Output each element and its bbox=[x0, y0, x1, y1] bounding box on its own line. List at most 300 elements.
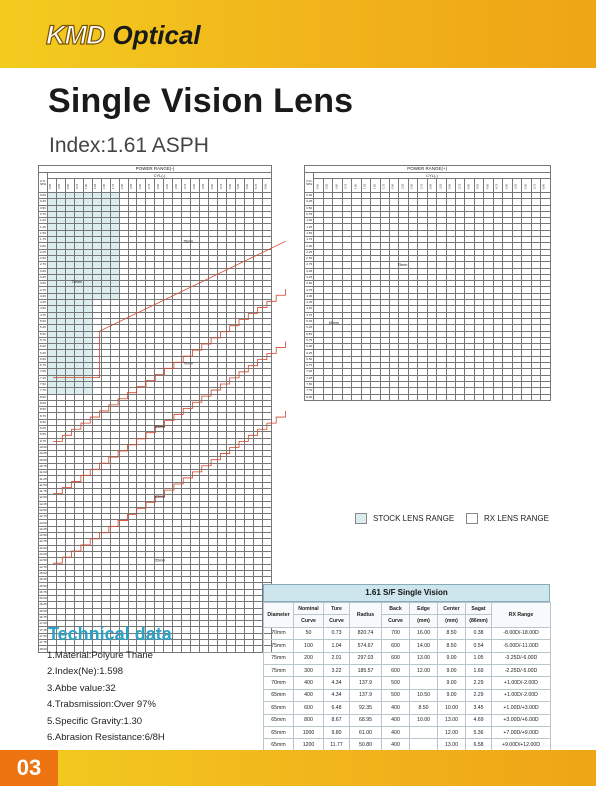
sph-value: 0.00 bbox=[40, 193, 46, 198]
sph-value: 1.75 bbox=[306, 237, 313, 242]
cyl-value: 4.50 bbox=[484, 179, 493, 193]
table-row bbox=[264, 640, 551, 652]
col-radius: Radius bbox=[350, 603, 382, 628]
sph-value: 5.75 bbox=[40, 337, 46, 342]
sph-value: 1.75 bbox=[40, 237, 46, 242]
sph-value: 9.50 bbox=[40, 432, 46, 437]
sph-value: 8.00 bbox=[40, 394, 46, 399]
table-cell: 75mm bbox=[264, 664, 294, 676]
table-row bbox=[264, 714, 551, 726]
sph-value: 8.50 bbox=[40, 407, 46, 412]
grid-cell bbox=[200, 646, 209, 652]
grid-cell bbox=[418, 394, 427, 400]
table-cell: 1.04 bbox=[324, 640, 350, 652]
cyl-value: 1.00 bbox=[352, 179, 361, 193]
table-cell: 12.00 bbox=[438, 726, 466, 738]
sph-value: 15.25 bbox=[39, 577, 47, 582]
sph-value: 1.50 bbox=[40, 230, 46, 235]
sph-value: 10.25 bbox=[39, 451, 47, 456]
sph-value: 0.50 bbox=[306, 205, 313, 210]
cyl-value: 5.25 bbox=[512, 179, 521, 193]
col-edge-unit: (mm) bbox=[410, 615, 438, 627]
sph-value: 4.75 bbox=[306, 312, 313, 317]
table-cell: 820.74 bbox=[350, 627, 382, 639]
col-back: Back bbox=[382, 603, 410, 615]
table-cell: 297.03 bbox=[350, 652, 382, 664]
sph-value: 16.50 bbox=[39, 608, 47, 613]
sph-value: 12.00 bbox=[39, 495, 47, 500]
table-cell: 9.00 bbox=[438, 664, 466, 676]
cyl-value: 3.25 bbox=[437, 179, 446, 193]
sph-value: 1.25 bbox=[306, 224, 313, 229]
table-cell: 4.34 bbox=[324, 689, 350, 701]
sph-value: 7.75 bbox=[306, 388, 313, 393]
sph-value: 5.50 bbox=[40, 331, 46, 336]
cyl-value: 4.25 bbox=[200, 179, 209, 193]
col-diameter: Diameter bbox=[264, 603, 294, 628]
table-cell: 50 bbox=[294, 627, 324, 639]
sph-value: 8.75 bbox=[40, 413, 46, 418]
cyl-value: 3.75 bbox=[456, 179, 465, 193]
table-cell: 600 bbox=[382, 640, 410, 652]
sph-value: 15.00 bbox=[39, 570, 47, 575]
table-cell: 600 bbox=[382, 652, 410, 664]
cyl-value: 5.50 bbox=[522, 179, 531, 193]
table-cell: 0.54 bbox=[466, 640, 492, 652]
sph-value: 0.75 bbox=[40, 212, 46, 217]
rx-swatch bbox=[466, 513, 478, 524]
sph-value: 4.50 bbox=[40, 306, 46, 311]
grid-cell bbox=[244, 646, 253, 652]
grid-cell bbox=[227, 646, 236, 652]
cyl-value: 4.75 bbox=[218, 179, 227, 193]
table-cell: 300 bbox=[294, 664, 324, 676]
sph-value: 6.25 bbox=[306, 350, 313, 355]
cyl-value: 6.00 bbox=[540, 179, 550, 193]
table-cell: 137.9 bbox=[350, 677, 382, 689]
table-cell: 8.50 bbox=[410, 702, 438, 714]
chart-title-row bbox=[305, 166, 551, 173]
table-cell: 574.67 bbox=[350, 640, 382, 652]
page-title: Single Vision Lens bbox=[48, 82, 354, 120]
table-cell: 65mm bbox=[264, 714, 294, 726]
table-cell: 70mm bbox=[264, 627, 294, 639]
table-cell: 12.00 bbox=[410, 664, 438, 676]
cyl-value: 4.00 bbox=[465, 179, 474, 193]
cyl-value: 5.75 bbox=[531, 179, 540, 193]
grid-cell bbox=[399, 394, 408, 400]
cyl-value: 2.75 bbox=[146, 179, 155, 193]
table-cell: 13.00 bbox=[410, 652, 438, 664]
cyl-value: 0.25 bbox=[323, 179, 332, 193]
power-range-label: POWER RANGE(+) bbox=[305, 166, 551, 173]
table-cell: -8.00D/-18.00D bbox=[492, 627, 551, 639]
sph-value: 0.25 bbox=[306, 199, 313, 204]
sph-value: 6.25 bbox=[40, 350, 46, 355]
sph-value: 0.75 bbox=[306, 212, 313, 217]
chart-title-row bbox=[39, 166, 272, 173]
table-cell: 10.00 bbox=[438, 702, 466, 714]
minus-power-chart bbox=[38, 165, 272, 653]
col-rx-range: RX Range bbox=[492, 603, 551, 628]
grid-cell bbox=[484, 394, 493, 400]
grid-cell bbox=[173, 646, 182, 652]
grid-cell bbox=[182, 646, 191, 652]
col-back-unit: Curve bbox=[382, 615, 410, 627]
col-ture-unit: Curve bbox=[324, 615, 350, 627]
sph-value: 5.00 bbox=[306, 319, 313, 324]
cyl-value: 3.25 bbox=[164, 179, 173, 193]
sph-value: 3.50 bbox=[306, 281, 313, 286]
cyl-value: 5.75 bbox=[253, 179, 262, 193]
legend-rx-label: RX LENS RANGE bbox=[484, 514, 549, 523]
sph-value: 6.00 bbox=[40, 344, 46, 349]
table-cell: 3.45 bbox=[466, 702, 492, 714]
cyl-value: 2.25 bbox=[399, 179, 408, 193]
sph-row bbox=[305, 394, 551, 400]
grid-cell bbox=[380, 394, 389, 400]
table-cell: 2.01 bbox=[324, 652, 350, 664]
sph-value: 13.75 bbox=[39, 539, 47, 544]
table-cell: 600 bbox=[294, 702, 324, 714]
table-cell: 13.00 bbox=[438, 739, 466, 751]
col-center-unit: (mm) bbox=[438, 615, 466, 627]
grid-cell bbox=[371, 394, 380, 400]
sph-value: 3.75 bbox=[40, 287, 46, 292]
cyl-axis-label: CYL(-) bbox=[47, 173, 271, 179]
table-cell: 200 bbox=[294, 652, 324, 664]
cyl-value: 1.50 bbox=[101, 179, 110, 193]
col-edge: Edge bbox=[410, 603, 438, 615]
grid-cell bbox=[456, 394, 465, 400]
cyl-value: 1.25 bbox=[361, 179, 370, 193]
cyl-value: 1.75 bbox=[380, 179, 389, 193]
grid-cell bbox=[333, 394, 342, 400]
sph-value: 15.75 bbox=[39, 589, 47, 594]
table-cell: 600 bbox=[382, 664, 410, 676]
sph-value: 14.00 bbox=[39, 545, 47, 550]
cyl-value: 1.25 bbox=[92, 179, 101, 193]
sf-single-vision-table bbox=[263, 584, 550, 752]
sph-value: 4.75 bbox=[40, 312, 46, 317]
sph-value: 7.25 bbox=[306, 375, 313, 380]
grid-cell bbox=[314, 394, 323, 400]
cyl-value: 5.50 bbox=[244, 179, 253, 193]
table-cell: 8.67 bbox=[324, 714, 350, 726]
table-cell: 1000 bbox=[294, 726, 324, 738]
grid-cell bbox=[361, 394, 370, 400]
sph-value: 9.75 bbox=[40, 438, 46, 443]
grid-cell bbox=[493, 394, 502, 400]
sph-value: 7.00 bbox=[40, 369, 46, 374]
cyl-value: 0.25 bbox=[56, 179, 65, 193]
table-cell: 13.00 bbox=[438, 714, 466, 726]
cyl-value: 2.25 bbox=[128, 179, 137, 193]
sph-value: 17.50 bbox=[39, 633, 47, 638]
tech-item: 5.Specific Gravity:1.30 bbox=[47, 715, 143, 727]
table-row bbox=[264, 664, 551, 676]
table-cell: 92.35 bbox=[350, 702, 382, 714]
table-cell: 400 bbox=[382, 726, 410, 738]
cyl-values-row bbox=[305, 179, 551, 193]
table-cell: 1.05 bbox=[466, 652, 492, 664]
table-cell: 75mm bbox=[264, 640, 294, 652]
table-cell: 500 bbox=[382, 677, 410, 689]
table-cell: 4.69 bbox=[466, 714, 492, 726]
table-cell: 2.29 bbox=[466, 677, 492, 689]
technical-data-list bbox=[47, 648, 165, 746]
sph-value: 13.25 bbox=[39, 526, 47, 531]
sph-value: 6.75 bbox=[40, 363, 46, 368]
cyl-value: 4.50 bbox=[209, 179, 218, 193]
table-cell: 1.69 bbox=[466, 664, 492, 676]
sph-value: 5.25 bbox=[306, 325, 313, 330]
sph-value: 12.25 bbox=[39, 501, 47, 506]
grid-cell bbox=[342, 394, 351, 400]
table-cell: 1200 bbox=[294, 739, 324, 751]
sph-value: 5.25 bbox=[40, 325, 46, 330]
brand-name: Optical bbox=[112, 19, 201, 50]
sph-value: 9.00 bbox=[40, 419, 46, 424]
table-cell: 9.00 bbox=[438, 689, 466, 701]
table-cell: 137.9 bbox=[350, 689, 382, 701]
cyl-value: 3.00 bbox=[155, 179, 164, 193]
sph-value: 5.75 bbox=[306, 337, 313, 342]
sph-value: 5.00 bbox=[40, 319, 46, 324]
table-cell bbox=[410, 677, 438, 689]
grid-cell bbox=[164, 646, 173, 652]
sph-value: 17.25 bbox=[39, 627, 47, 632]
col-center: Center bbox=[438, 603, 466, 615]
sph-value: 14.75 bbox=[39, 564, 47, 569]
sph-value: 2.50 bbox=[40, 256, 46, 261]
diameter-zone-label: 55mm bbox=[155, 558, 166, 563]
table-cell: 65mm bbox=[264, 726, 294, 738]
grid-cell bbox=[389, 394, 398, 400]
cyl-value: 5.25 bbox=[235, 179, 244, 193]
sph-value: 11.00 bbox=[39, 470, 47, 475]
sph-value: 6.00 bbox=[306, 344, 313, 349]
cyl-label-row bbox=[305, 173, 551, 179]
sph-value: 1.25 bbox=[40, 224, 46, 229]
sph-value: 7.50 bbox=[40, 382, 46, 387]
table-cell: 50.80 bbox=[350, 739, 382, 751]
cyl-value: 4.75 bbox=[493, 179, 502, 193]
cyl-value: 3.50 bbox=[446, 179, 455, 193]
table-cell: 185.57 bbox=[350, 664, 382, 676]
corner-label: CYL SPH bbox=[305, 173, 314, 193]
table-cell: -5.00D/-11.00D bbox=[492, 640, 551, 652]
sph-value: 10.50 bbox=[39, 457, 47, 462]
sph-value: 1.50 bbox=[306, 230, 313, 235]
table-cell: +1.00D/+3.00D bbox=[492, 702, 551, 714]
page-number: 03 bbox=[0, 750, 58, 786]
cyl-value: 6.00 bbox=[262, 179, 271, 193]
sph-value: 13.00 bbox=[39, 520, 47, 525]
table-cell: 61.00 bbox=[350, 726, 382, 738]
table-cell: -3.25D/-6.00D bbox=[492, 652, 551, 664]
table-cell: 0.73 bbox=[324, 627, 350, 639]
table-cell: +3.00D/+6.00D bbox=[492, 714, 551, 726]
table-cell: 68.95 bbox=[350, 714, 382, 726]
table-cell: 500 bbox=[382, 689, 410, 701]
grid-cell bbox=[191, 646, 200, 652]
sph-value: 0.00 bbox=[306, 193, 313, 198]
cyl-value: 2.00 bbox=[119, 179, 128, 193]
table-cell: 400 bbox=[382, 714, 410, 726]
table-cell: 5.36 bbox=[466, 726, 492, 738]
sph-value: 3.25 bbox=[40, 275, 46, 279]
table-cell: 9.80 bbox=[324, 726, 350, 738]
cyl-value: 1.50 bbox=[371, 179, 380, 193]
sph-value: 5.50 bbox=[306, 331, 313, 336]
table-row bbox=[264, 689, 551, 701]
grid-cell bbox=[427, 394, 436, 400]
cyl-values-row bbox=[39, 179, 272, 193]
cyl-value: 0.00 bbox=[47, 179, 56, 193]
grid-cell bbox=[512, 394, 521, 400]
cyl-value: 0.75 bbox=[74, 179, 83, 193]
table-row bbox=[264, 652, 551, 664]
table-cell: 9.00 bbox=[438, 652, 466, 664]
sph-value: 9.25 bbox=[40, 426, 46, 431]
table-row bbox=[264, 702, 551, 714]
table-cell: 10.00 bbox=[410, 714, 438, 726]
sph-value: 18.00 bbox=[39, 646, 47, 651]
cyl-value: 2.50 bbox=[408, 179, 417, 193]
diameter-zone-label: 75mm bbox=[397, 262, 408, 267]
grid-cell bbox=[503, 394, 512, 400]
sph-value: 7.75 bbox=[40, 388, 46, 393]
table-cell: 400 bbox=[382, 702, 410, 714]
table-cell: 3.22 bbox=[324, 664, 350, 676]
table-cell: 8.50 bbox=[438, 627, 466, 639]
corner-label: CYL SPH bbox=[39, 173, 48, 193]
sf-table bbox=[263, 602, 551, 752]
plus-power-chart bbox=[304, 165, 551, 401]
brand-logo bbox=[46, 19, 201, 51]
sph-value: 0.50 bbox=[40, 205, 46, 210]
sph-value: 17.75 bbox=[39, 640, 47, 645]
table-cell: 6.58 bbox=[466, 739, 492, 751]
table-cell: +9.00D/+12.00D bbox=[492, 739, 551, 751]
col-ture: Ture bbox=[324, 603, 350, 615]
tech-item: 3.Abbe value:32 bbox=[47, 682, 116, 694]
sf-table-title: 1.61 S/F Single Vision bbox=[263, 584, 550, 602]
sph-value: 4.00 bbox=[306, 293, 313, 298]
table-cell bbox=[410, 726, 438, 738]
table-cell: 65mm bbox=[264, 739, 294, 751]
power-range-label: POWER RANGE(-) bbox=[39, 166, 272, 173]
sph-value: 17.00 bbox=[39, 621, 47, 626]
table-row bbox=[264, 726, 551, 738]
sph-value: 11.75 bbox=[39, 489, 47, 494]
sph-value: 16.25 bbox=[39, 602, 47, 607]
sph-value: 2.75 bbox=[306, 262, 313, 267]
grid-cell bbox=[352, 394, 361, 400]
sph-value: 7.50 bbox=[306, 382, 313, 387]
col-nominal-unit: Curve bbox=[294, 615, 324, 627]
grid-cell bbox=[218, 646, 227, 652]
table-cell: 800 bbox=[294, 714, 324, 726]
diameter-zone-label: 65mm bbox=[155, 494, 166, 499]
tech-item: 6.Abrasion Resistance:6/8H bbox=[47, 732, 165, 744]
grid-cell bbox=[540, 394, 550, 400]
table-cell: 0.38 bbox=[466, 627, 492, 639]
logo-mark: KMD bbox=[46, 19, 105, 50]
table-cell: 400 bbox=[382, 739, 410, 751]
cyl-value: 1.75 bbox=[110, 179, 119, 193]
table-cell: 6.48 bbox=[324, 702, 350, 714]
grid-cell bbox=[531, 394, 540, 400]
cyl-value: 2.00 bbox=[389, 179, 398, 193]
grid-cell bbox=[474, 394, 483, 400]
sph-value: 12.75 bbox=[39, 514, 47, 519]
table-cell: 10.50 bbox=[410, 689, 438, 701]
grid-cell bbox=[437, 394, 446, 400]
sph-value: 3.00 bbox=[306, 268, 313, 273]
table-cell: 700 bbox=[382, 627, 410, 639]
sph-value: 13.50 bbox=[39, 533, 47, 538]
table-cell: +1.00D/-2.00D bbox=[492, 689, 551, 701]
sph-value: 1.00 bbox=[306, 218, 313, 223]
index-subtitle: Index:1.61 ASPH bbox=[49, 134, 209, 157]
table-cell: -2.25D/-5.00D bbox=[492, 664, 551, 676]
cyl-value: 4.25 bbox=[474, 179, 483, 193]
table-cell: 11.77 bbox=[324, 739, 350, 751]
col-sagat: Sagat bbox=[466, 603, 492, 615]
table-cell: 400 bbox=[294, 689, 324, 701]
table-cell: 2.29 bbox=[466, 689, 492, 701]
sph-value: 16.00 bbox=[39, 596, 47, 601]
sph-value: 8.25 bbox=[40, 400, 46, 405]
cyl-value: 5.00 bbox=[227, 179, 236, 193]
sph-value: 6.50 bbox=[40, 356, 46, 361]
sph-value: 3.25 bbox=[306, 275, 313, 279]
grid-cell bbox=[209, 646, 218, 652]
table-cell: 65mm bbox=[264, 702, 294, 714]
cyl-value: 3.75 bbox=[182, 179, 191, 193]
table-cell: 70mm bbox=[264, 677, 294, 689]
sph-value: 14.50 bbox=[39, 558, 47, 563]
sph-value: 2.00 bbox=[306, 243, 313, 248]
cyl-value: 4.00 bbox=[191, 179, 200, 193]
tech-item: 2.Index(Ne):1.598 bbox=[47, 666, 124, 678]
sph-value: 2.00 bbox=[40, 243, 46, 248]
cyl-value: 1.00 bbox=[83, 179, 92, 193]
diameter-zone-label: 70mm bbox=[183, 361, 194, 366]
footer-banner bbox=[0, 750, 596, 786]
grid-cell bbox=[323, 394, 332, 400]
cyl-axis-label: CYL(-) bbox=[314, 173, 550, 179]
col-nominal: Nominal bbox=[294, 603, 324, 615]
sph-value: 4.00 bbox=[40, 293, 46, 298]
table-cell: 14.00 bbox=[410, 640, 438, 652]
sph-value: 1.00 bbox=[40, 218, 46, 223]
legend-stock-label: STOCK LENS RANGE bbox=[373, 514, 455, 523]
cyl-value: 2.50 bbox=[137, 179, 146, 193]
sph-value: 11.50 bbox=[39, 482, 47, 487]
sph-value: 12.50 bbox=[39, 507, 47, 512]
table-row bbox=[264, 677, 551, 689]
table-cell: 9.00 bbox=[438, 677, 466, 689]
table-cell: 4.34 bbox=[324, 677, 350, 689]
sph-value: 10.75 bbox=[39, 463, 47, 468]
sph-value: 15.50 bbox=[39, 583, 47, 588]
legend-rx bbox=[466, 513, 549, 524]
sph-value: 2.75 bbox=[40, 262, 46, 267]
sph-value: 2.25 bbox=[40, 249, 46, 254]
